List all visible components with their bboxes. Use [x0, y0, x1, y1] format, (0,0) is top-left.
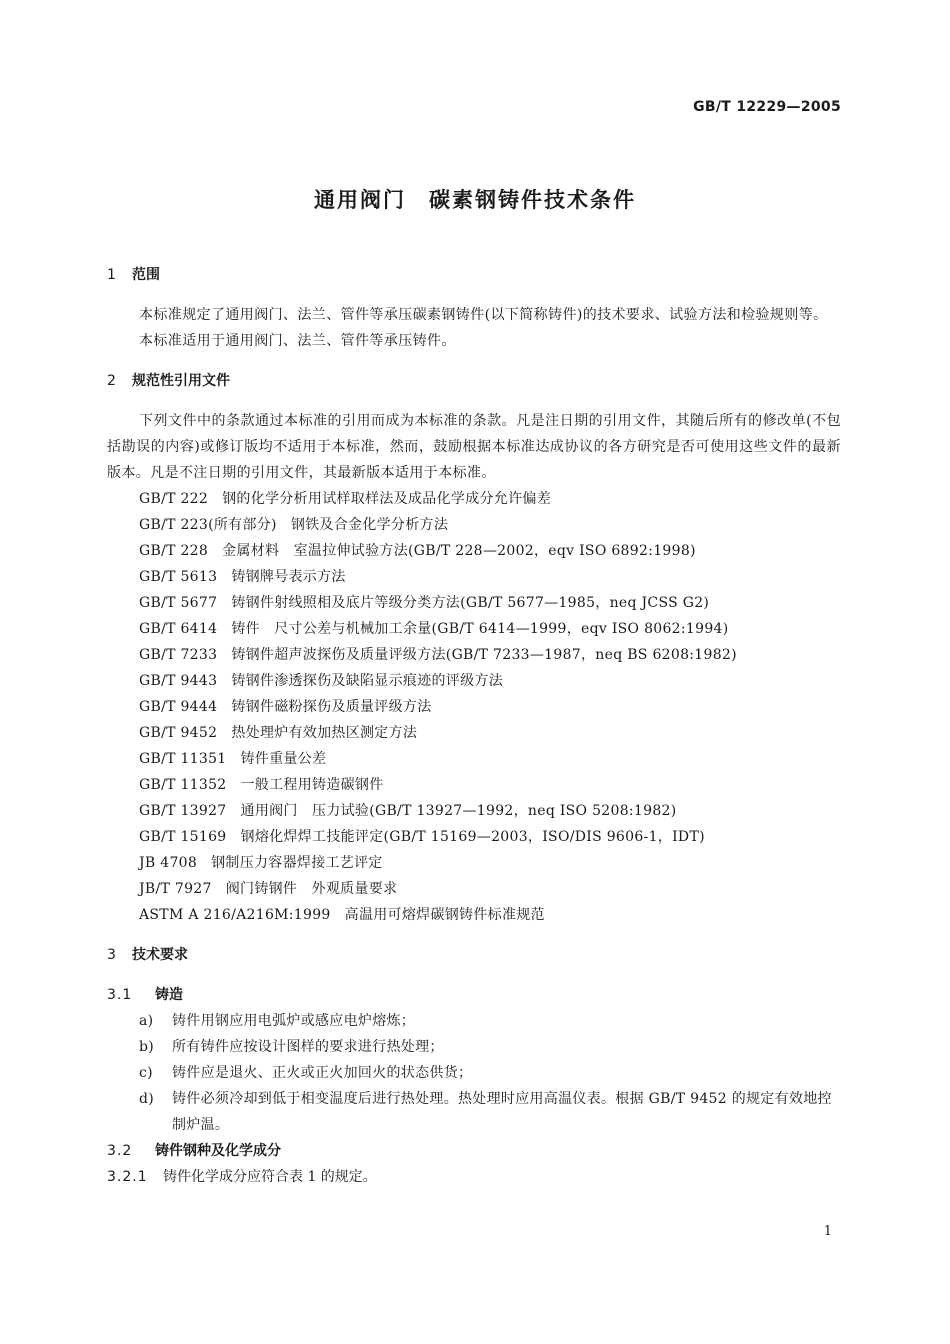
list-item [107, 1034, 841, 1060]
section-title: 范围 [132, 267, 160, 283]
reference-code: GB/T 5613 [139, 569, 218, 585]
reference-title: 钢制压力容器焊接工艺评定 [211, 855, 383, 871]
reference-item [107, 720, 841, 746]
section-number: 1 [107, 267, 116, 283]
reference-code: GB/T 9443 [139, 673, 218, 689]
reference-title: 铸钢件渗透探伤及缺陷显示痕迹的评级方法 [231, 673, 504, 689]
section-number: 3 [107, 947, 116, 963]
list-text: 铸件用钢应用电弧炉或感应电炉熔炼； [172, 1013, 416, 1029]
reference-item [107, 642, 841, 668]
reference-title: 金属材料 室温拉伸试验方法(GB/T 228—2002，eqv ISO 6892:1998) [222, 543, 696, 559]
reference-title: 钢的化学分析用试样取样法及成品化学成分允许偏差 [222, 491, 552, 507]
section-heading-1 [107, 262, 841, 288]
reference-item [107, 798, 841, 824]
reference-list [107, 486, 841, 928]
reference-title: 铸钢件磁粉探伤及质量评级方法 [231, 699, 432, 715]
list-marker: d) [139, 1091, 155, 1107]
reference-code: GB/T 228 [139, 543, 209, 559]
reference-item [107, 824, 841, 850]
subsection-title: 铸件钢种及化学成分 [155, 1143, 281, 1159]
reference-item [107, 694, 841, 720]
reference-code: GB/T 15169 [139, 829, 227, 845]
document-title: 通用阀门 碳素钢铸件技术条件 [314, 188, 636, 212]
list-marker: c) [139, 1065, 153, 1081]
subsection-number: 3.1 [107, 987, 133, 1003]
reference-code: ASTM A 216/A216M:1999 [139, 907, 331, 923]
reference-title: 一般工程用铸造碳钢件 [240, 777, 384, 793]
clause-3-2-1 [107, 1164, 841, 1190]
list-item [107, 1008, 841, 1034]
list-text: 所有铸件应按设计图样的要求进行热处理； [172, 1039, 444, 1055]
reference-code: GB/T 9452 [139, 725, 218, 741]
reference-item [107, 876, 841, 902]
reference-code: GB/T 6414 [139, 621, 218, 637]
section-title: 规范性引用文件 [132, 373, 230, 389]
subsection-heading-3-2 [107, 1138, 841, 1164]
list-item [107, 1086, 841, 1138]
requirement-list [107, 1008, 841, 1138]
section-heading-3 [107, 942, 841, 968]
clause-number: 3.2.1 [107, 1169, 148, 1185]
reference-title: 高温用可熔焊碳钢铸件标准规范 [344, 907, 545, 923]
reference-item [107, 850, 841, 876]
reference-item [107, 902, 841, 928]
reference-title: 阀门铸钢件 外观质量要求 [225, 881, 398, 897]
reference-item [107, 512, 841, 538]
section-title: 技术要求 [132, 947, 188, 963]
standard-code: GB/T 12229—2005 [693, 99, 841, 115]
reference-code: GB/T 11352 [139, 777, 227, 793]
reference-item [107, 616, 841, 642]
section-heading-2 [107, 368, 841, 394]
reference-item [107, 772, 841, 798]
page-number: 1 [823, 1224, 832, 1239]
reference-code: GB/T 9444 [139, 699, 218, 715]
reference-code: JB 4708 [139, 855, 198, 871]
reference-title: 铸钢牌号表示方法 [231, 569, 346, 585]
reference-code: GB/T 5677 [139, 595, 218, 611]
reference-title: 铸件重量公差 [240, 751, 327, 767]
subsection-number: 3.2 [107, 1143, 133, 1159]
subsection-title: 铸造 [155, 987, 183, 1003]
reference-code: GB/T 11351 [139, 751, 227, 767]
paragraph: 本标准规定了通用阀门、法兰、管件等承压碳素钢铸件(以下简称铸件)的技术要求、试验方法和检验规则等。 [139, 307, 828, 323]
reference-code: GB/T 13927 [139, 803, 227, 819]
section-number: 2 [107, 373, 116, 389]
reference-title: 铸钢件超声波探伤及质量评级方法(GB/T 7233—1987，neq BS 6208:1982) [231, 647, 737, 663]
reference-item [107, 668, 841, 694]
reference-item [107, 590, 841, 616]
list-marker: a) [139, 1013, 154, 1029]
reference-code: JB/T 7927 [139, 881, 212, 897]
reference-code: GB/T 222 [139, 491, 209, 507]
list-marker: b) [139, 1039, 155, 1055]
reference-item [107, 564, 841, 590]
paragraph: 本标准适用于通用阀门、法兰、管件等承压铸件。 [139, 333, 456, 349]
list-text: 铸件应是退火、正火或正火加回火的状态供货； [172, 1065, 473, 1081]
reference-title: 钢铁及合金化学分析方法 [290, 517, 449, 533]
reference-title: 铸件 尺寸公差与机械加工余量(GB/T 6414—1999，eqv ISO 8062:1994) [231, 621, 729, 637]
reference-title: 铸钢件射线照相及底片等级分类方法(GB/T 5677—1985，neq JCSS G2) [231, 595, 710, 611]
list-item [107, 1060, 841, 1086]
clause-text: 铸件化学成分应符合表 1 的规定。 [163, 1169, 377, 1185]
paragraph: 下列文件中的条款通过本标准的引用而成为本标准的条款。凡是注日期的引用文件，其随后所有的修改单(不包括勘误的内容)或修订版均不适用于本标准，然而，鼓励根据本标准达成协议的各方研究是否可使用这些文件的最新版本。凡是不注日期的引用文件，其最新版本适用于本标准。 [107, 413, 841, 481]
reference-item [107, 746, 841, 772]
reference-code: GB/T 7233 [139, 647, 218, 663]
subsection-heading-3-1 [107, 982, 841, 1008]
reference-item [107, 538, 841, 564]
reference-item [107, 486, 841, 512]
reference-code: GB/T 223(所有部分) [139, 517, 277, 533]
reference-title: 热处理炉有效加热区测定方法 [231, 725, 418, 741]
list-text: 铸件必须冷却到低于相变温度后进行热处理。热处理时应用高温仪表。根据 GB/T 9452 的规定有效地控制炉温。 [172, 1091, 832, 1133]
reference-title: 通用阀门 压力试验(GB/T 13927—1992，neq ISO 5208:1982) [240, 803, 677, 819]
document-body [107, 262, 841, 1190]
reference-title: 钢熔化焊焊工技能评定(GB/T 15169—2003，ISO/DIS 9606-1，IDT) [240, 829, 705, 845]
